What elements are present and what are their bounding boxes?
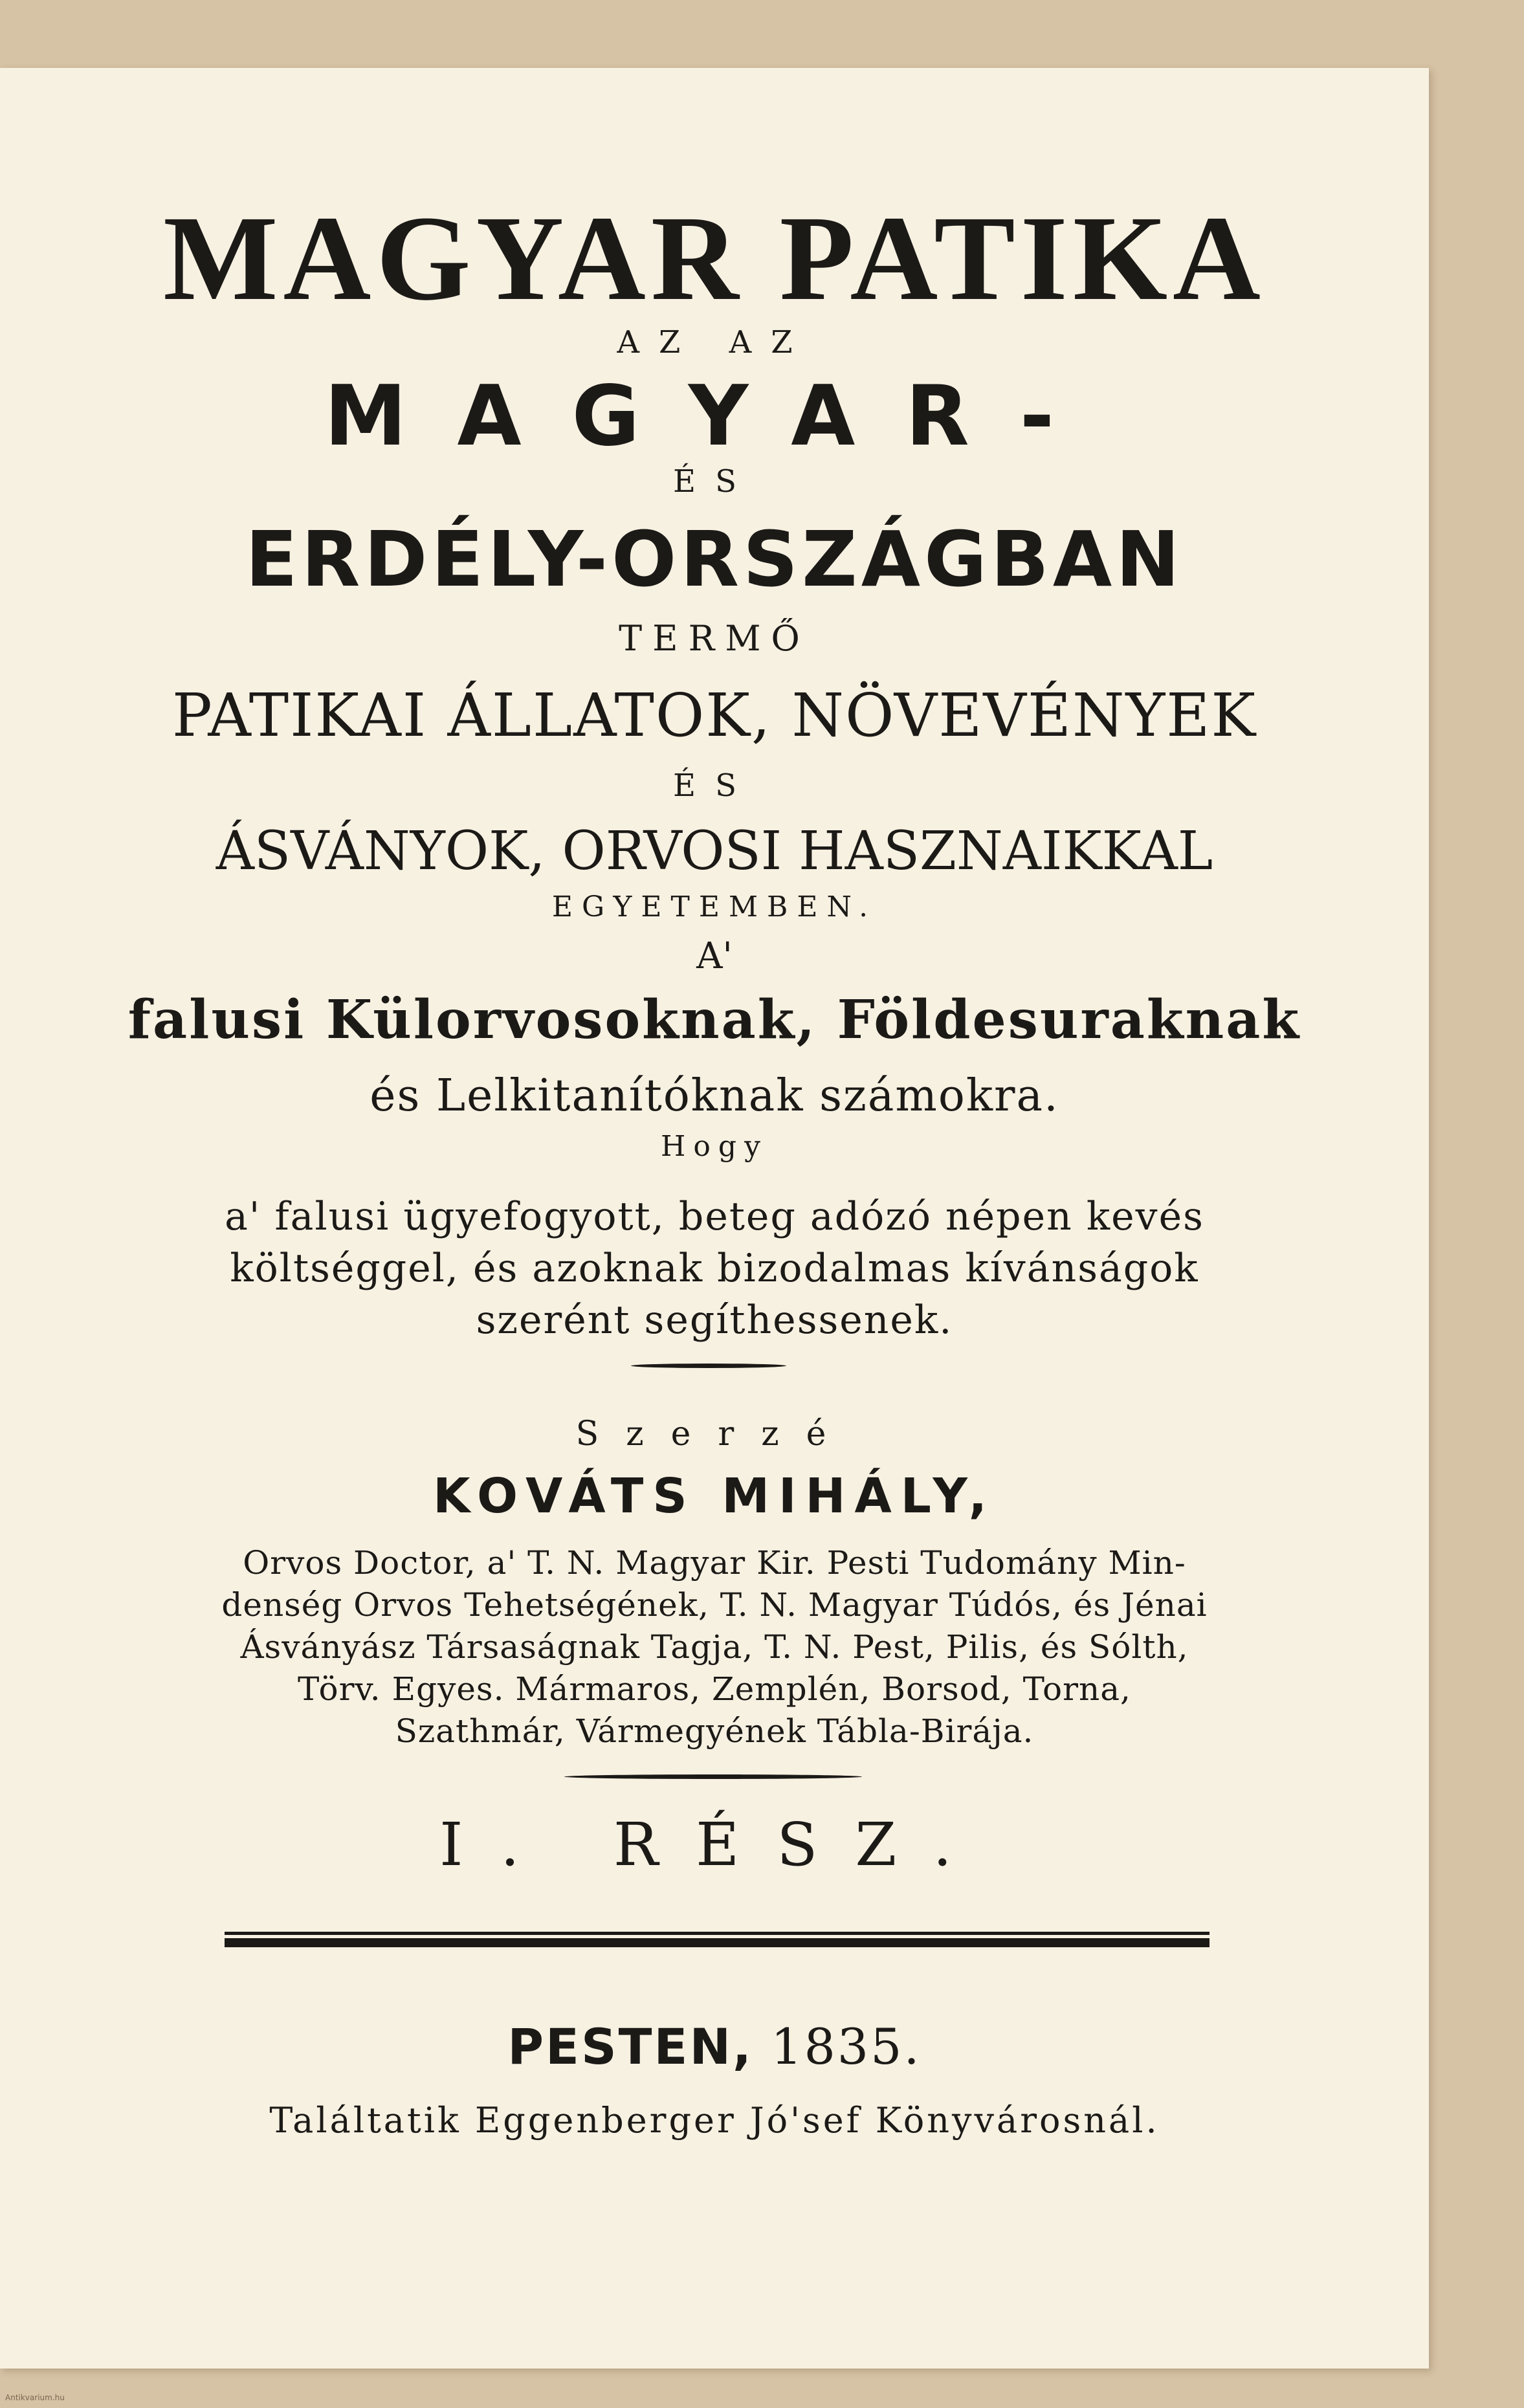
imprint-publisher: Találtatik Eggenberger Jó'sef Könyvárosnál. xyxy=(269,2100,1160,2141)
purpose-heading: Hogy xyxy=(661,1130,768,1163)
divider-short xyxy=(631,1364,786,1368)
author-title-line: Szathmár, Vármegyének Tábla-Birája. xyxy=(395,1712,1034,1750)
subtitle-article: A' xyxy=(696,935,733,977)
author-label: Szerzé xyxy=(575,1415,854,1453)
divider-double xyxy=(225,1932,1209,1949)
imprint-place-year xyxy=(0,2018,1429,2075)
author-name: KOVÁTS MIHÁLY, xyxy=(433,1468,996,1524)
purpose-line-1: a' falusi ügyefogyott, beteg adózó népen kevés xyxy=(225,1194,1204,1239)
author-title-line: Orvos Doctor, a' T. N. Magyar Kir. Pesti Tudomány Min- xyxy=(243,1544,1186,1582)
title-page xyxy=(0,68,1429,2369)
subtitle-magyar: MAGYAR- xyxy=(324,368,1105,465)
author-title-line: Törv. Egyes. Mármaros, Zemplén, Borsod, Torna, xyxy=(298,1670,1131,1708)
subtitle-termo: TERMŐ xyxy=(619,618,810,659)
divider-medium xyxy=(564,1774,862,1779)
subtitle-az-az: AZ AZ xyxy=(617,324,812,360)
purpose-line-2: költséggel, és azoknak bizodalmas kívánságok xyxy=(230,1246,1199,1291)
subtitle-patikai: PATIKAI ÁLLATOK, NÖVEVÉNYEK xyxy=(171,681,1257,750)
watermark-text: Antikvarium.hu xyxy=(5,2393,65,2402)
subtitle-egyetemben: EGYETEMBEN. xyxy=(551,890,878,923)
imprint-city: PESTEN, xyxy=(507,2018,753,2075)
purpose-line-3: szerént segíthessenek. xyxy=(476,1298,953,1343)
part-number: I. RÉSZ. xyxy=(439,1810,989,1879)
author-title-line: denség Orvos Tehetségének, T. N. Magyar Túdós, és Jénai xyxy=(221,1586,1208,1624)
imprint-year: 1835. xyxy=(771,2018,922,2075)
book-title: MAGYAR PATIKA xyxy=(163,190,1266,326)
subtitle-asvanyok: ÁSVÁNYOK, ORVOSI HASZNAIKKAL xyxy=(215,821,1213,882)
subtitle-erdely: ERDÉLY-ORSZÁGBAN xyxy=(245,514,1184,604)
author-title-line: Ásványász Társaságnak Tagja, T. N. Pest, Pilis, és Sólth, xyxy=(240,1628,1189,1666)
subtitle-es-2: ÉS xyxy=(673,768,756,804)
audience-line: falusi Külorvosoknak, Földesuraknak xyxy=(127,989,1301,1051)
subtitle-es: ÉS xyxy=(673,463,756,500)
audience-line-2: és Lelkitanítóknak számokra. xyxy=(370,1070,1059,1121)
